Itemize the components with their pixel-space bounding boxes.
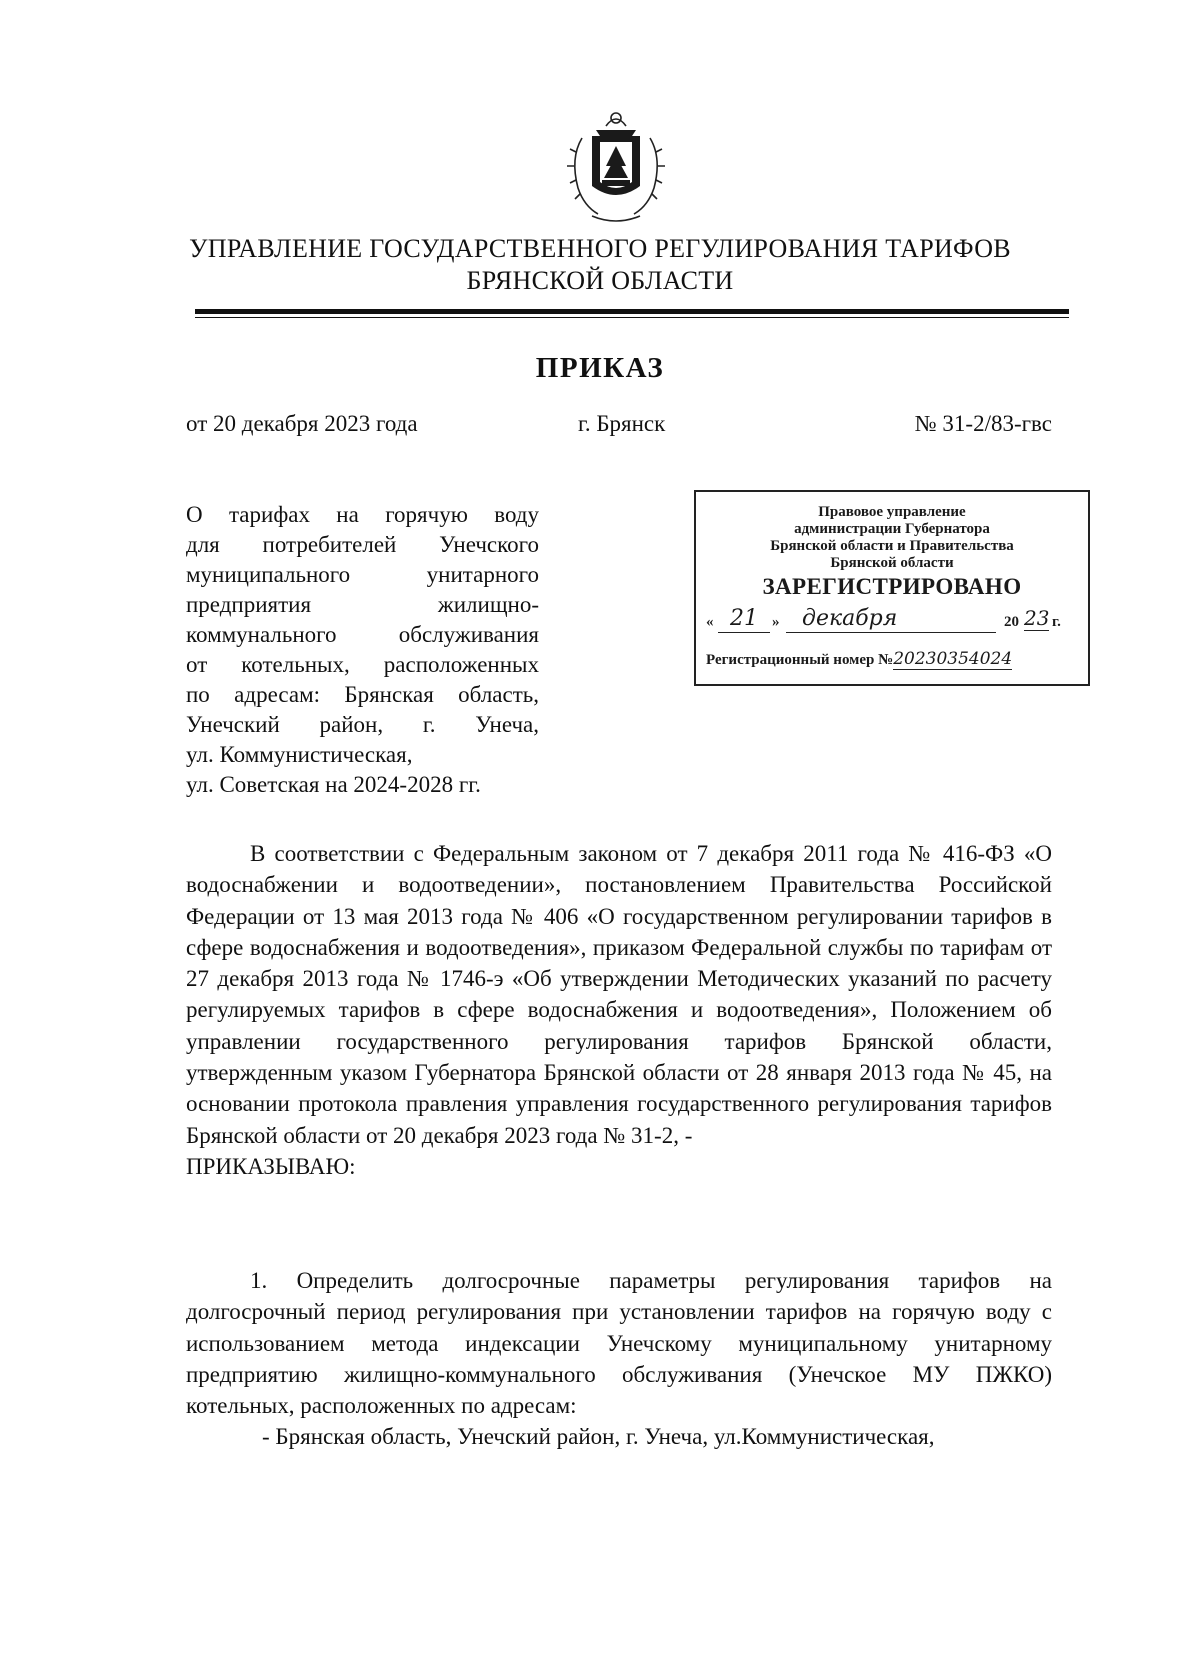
stamp-month: декабря [802, 606, 898, 631]
subject-line: коммунального обслуживания [186, 622, 539, 647]
subject-line: ул. Советская на 2024-2028 гг. [186, 772, 481, 797]
order-item-1: 1. Определить долгосрочные параметры регулирования тарифов на долгосрочный период регулирования при установлении тарифов на горячую воду с использованием метода индексации Унечскому муниципальному унитарному предприятию жилищно-коммунального обслуживания (Унечское МУ ПЖКО) котельных, расположенных по адресам: [186, 1268, 1052, 1419]
document-number: № 31-2/83-гвс [914, 411, 1052, 436]
order-word: ПРИКАЗЫВАЮ: [186, 1153, 356, 1179]
subject-line: для потребителей Унечского [186, 532, 539, 557]
stamp-day: 21 [730, 606, 758, 631]
stamp-org-line: администрации Губернатора [794, 521, 990, 537]
organization-name-line2: БРЯНСКОЙ ОБЛАСТИ [466, 266, 734, 295]
subject-line: по адресам: Брянская область, [186, 682, 539, 707]
document-title: ПРИКАЗ [535, 352, 665, 384]
subject-line: ул. Коммунистическая, [186, 742, 413, 767]
stamp-reg-number-value: 20230354024 [893, 649, 1013, 669]
address-item: - Брянская область, Унечский район, г. Унеча, ул.Коммунистическая, [262, 1424, 935, 1450]
subject-line: О тарифах на горячую воду [186, 502, 539, 527]
stamp-registered-label: ЗАРЕГИСТРИРОВАНО [762, 574, 1022, 599]
subject-line: Унечский район, г. Унеча, [186, 712, 539, 737]
document-date: от 20 декабря 2023 года [186, 411, 418, 436]
stamp-org-line: Правовое управление [818, 504, 966, 520]
document-body-items [186, 1265, 1052, 1453]
organization-name-line1: УПРАВЛЕНИЕ ГОСУДАРСТВЕННОГО РЕГУЛИРОВАНИЯ ТАРИФОВ [189, 234, 1011, 263]
stamp-year-suffix: г. [1052, 614, 1061, 630]
header-divider [195, 309, 1069, 314]
stamp-year-prefix: 20 [1004, 614, 1019, 630]
stamp-reg-number-label: Регистрационный номер № [706, 652, 894, 668]
header-divider-thin [195, 317, 1069, 318]
stamp-reg-number [706, 649, 1012, 669]
document-subject [186, 500, 539, 800]
stamp-org-line: Брянской области [830, 555, 954, 571]
preamble-paragraph: В соответствии с Федеральным законом от 7 декабря 2011 года № 416-ФЗ «О водоснабжении и водоотведении», постановлением Правительства Российской Федерации от 13 мая 2013 года № 406 «О государственном регулировании тарифов в сфере водоснабжения и водоотведения», приказом Федеральной службы по тарифам от 27 декабря 2013 года № 1746-э «Об утверждении Методических указаний по расчету регулируемых тарифов в сфере водоснабжения и водоотведения», Положением об управлении государственного регулирования тарифов Брянской области, утвержденным указом Губернатора Брянской области от 28 января 2013 года № 45, на основании протокола правления управления государственного регулирования тарифов Брянской области от 20 декабря 2023 года № 31-2, - [186, 841, 1052, 1148]
stamp-year: 23 [1024, 606, 1050, 630]
document-city: г. Брянск [578, 411, 666, 436]
subject-line: от котельных, расположенных [186, 652, 539, 677]
subject-line: муниципального унитарного [186, 562, 539, 587]
registration-stamp [694, 490, 1090, 686]
document-body [186, 838, 1052, 1182]
subject-line: предприятия жилищно- [186, 592, 539, 617]
coat-of-arms-icon [562, 108, 670, 226]
stamp-org-line: Брянской области и Правительства [770, 538, 1014, 554]
stamp-date-line: « 21 » декабря 20 23 г. [706, 606, 1061, 631]
